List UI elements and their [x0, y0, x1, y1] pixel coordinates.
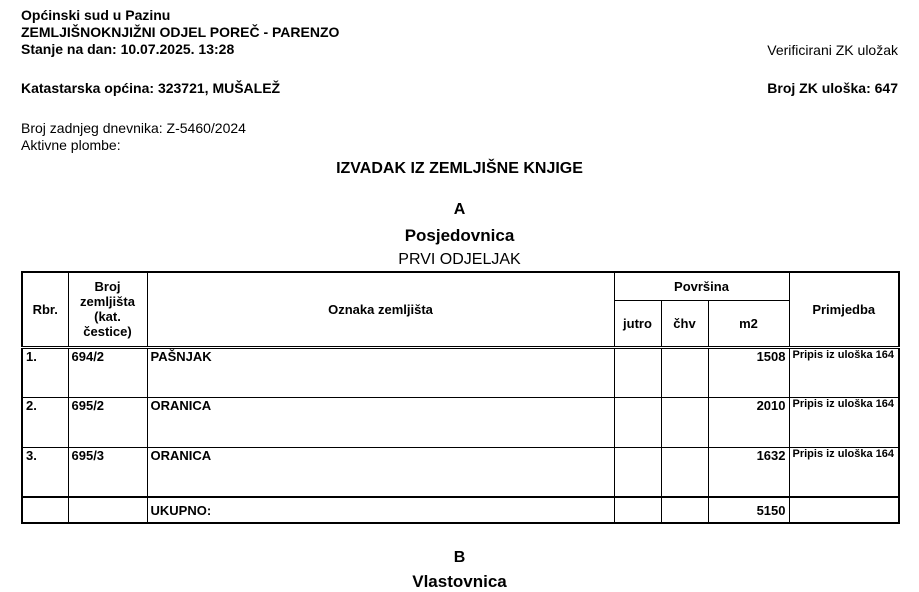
row-note: Pripis iz uloška 164: [789, 447, 899, 497]
table-row: [22, 347, 899, 397]
active-seals: Aktivne plombe:: [21, 137, 121, 153]
row-jutro: [614, 397, 661, 447]
row-parcel: 695/2: [68, 397, 147, 447]
row-designation: ORANICA: [147, 447, 614, 497]
header-area: Površina: [614, 272, 789, 300]
court-name: Općinski sud u Pazinu: [21, 7, 171, 23]
total-empty: [22, 497, 68, 523]
row-chv: [661, 397, 708, 447]
department-name: ZEMLJIŠNOKNJIŽNI ODJEL POREČ - PARENZO: [21, 24, 340, 40]
row-note: Pripis iz uloška 164: [789, 397, 899, 447]
row-jutro: [614, 347, 661, 397]
row-rbr: 1.: [22, 347, 68, 397]
row-chv: [661, 447, 708, 497]
state-date: Stanje na dan: 10.07.2025. 13:28: [21, 41, 235, 57]
total-label: UKUPNO:: [147, 497, 614, 523]
row-designation: PAŠNJAK: [147, 347, 614, 397]
row-note: Pripis iz uloška 164: [789, 347, 899, 397]
total-m2: 5150: [708, 497, 789, 523]
header-jutro: jutro: [614, 300, 661, 347]
section-a-subsection: PRVI ODJELJAK: [398, 251, 521, 268]
row-m2: 2010: [708, 397, 789, 447]
header-parcel: Broj zemljišta (kat. čestice): [68, 272, 147, 347]
table-row: [22, 447, 899, 497]
folio-number: Broj ZK uloška: 647: [767, 80, 898, 96]
cadastral-municipality: Katastarska općina: 323721, MUŠALEŽ: [21, 80, 281, 96]
total-empty: [789, 497, 899, 523]
section-a-letter: A: [453, 201, 466, 218]
row-jutro: [614, 447, 661, 497]
row-m2: 1632: [708, 447, 789, 497]
row-parcel: 695/3: [68, 447, 147, 497]
table-row: [22, 397, 899, 447]
section-b-letter: B: [453, 549, 466, 566]
section-a-name: Posjedovnica: [404, 226, 515, 245]
row-parcel: 694/2: [68, 347, 147, 397]
total-empty: [661, 497, 708, 523]
row-chv: [661, 347, 708, 397]
parcels-table: [21, 271, 900, 524]
row-m2: 1508: [708, 347, 789, 397]
header-chv: čhv: [661, 300, 708, 347]
row-rbr: 2.: [22, 397, 68, 447]
total-empty: [68, 497, 147, 523]
row-rbr: 3.: [22, 447, 68, 497]
header-rbr: Rbr.: [22, 272, 68, 347]
total-row: [22, 497, 899, 523]
header-note: Primjedba: [789, 272, 899, 347]
row-designation: ORANICA: [147, 397, 614, 447]
header-m2: m2: [708, 300, 789, 347]
verified-label: Verificirani ZK uložak: [767, 42, 898, 58]
last-journal: Broj zadnjeg dnevnika: Z-5460/2024: [21, 120, 246, 136]
section-b-name: Vlastovnica: [412, 572, 507, 591]
header-designation: Oznaka zemljišta: [147, 272, 614, 347]
document-title: IZVADAK IZ ZEMLJIŠNE KNJIGE: [336, 160, 583, 177]
total-empty: [614, 497, 661, 523]
